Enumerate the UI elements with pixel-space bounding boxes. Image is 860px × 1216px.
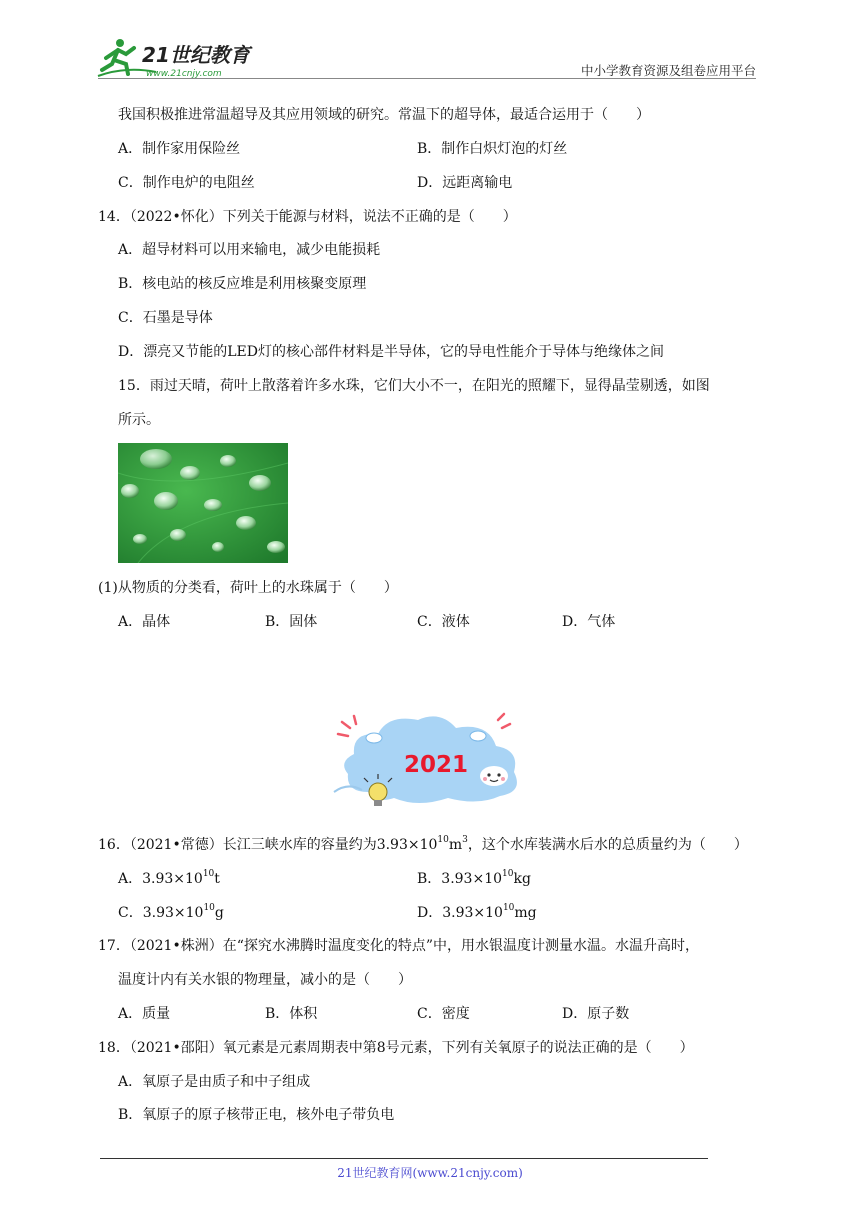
year-cloud-badge	[328, 712, 530, 812]
q13-option-b: B．制作白炽灯泡的灯丝	[417, 141, 568, 157]
q17-option-c: C．密度	[417, 1006, 470, 1022]
smiley-cloud-icon	[480, 766, 508, 786]
q14-option-a: A．超导材料可以用来输电，减少电能损耗	[118, 242, 381, 258]
q15-option-d: D．气体	[562, 614, 616, 630]
q18-option-b: B．氧原子的原子核带正电，核外电子带负电	[118, 1107, 395, 1123]
q17-option-a: A．质量	[118, 1006, 171, 1022]
q13-stem: 我国积极推进常温超导及其应用领域的研究。常温下的超导体，最适合运用于（ ）	[118, 107, 650, 123]
q13-option-c: C．制作电炉的电阻丝	[118, 175, 255, 191]
q15-stem-line1: 15．雨过天晴，荷叶上散落着许多水珠，它们大小不一，在阳光的照耀下，显得晶莹剔透，如图	[118, 378, 710, 394]
q14-stem: 14．（2022•怀化）下列关于能源与材料，说法不正确的是（ ）	[98, 209, 517, 225]
header-divider	[98, 78, 756, 79]
q14-option-c: C．石墨是导体	[118, 310, 213, 326]
logo-url: www.21cnjy.com	[146, 69, 222, 79]
q16-stem: 16．（2021•常德）长江三峡水库的容量约为$3.93\times 10^{10}m^3$，这个水库装满水后水的总质量约为（ ）	[98, 835, 748, 853]
year-label: 2021	[403, 752, 469, 778]
q14-option-b: B．核电站的核反应堆是利用核聚变原理	[118, 276, 367, 292]
q17-stem-line2: 温度计内有关水银的物理量，减小的是（ ）	[118, 972, 412, 988]
q16-option-c: C．$3.93\times 10^{10}g$	[118, 903, 224, 921]
q17-stem-line1: 17．（2021•株洲）在“探究水沸腾时温度变化的特点”中，用水银温度计测量水温。水温升高时，	[98, 938, 700, 954]
q13-option-d: D．远距离输电	[417, 175, 513, 191]
q16-option-d: D．$3.93\times 10^{10}mg$	[417, 903, 537, 921]
footer-divider	[100, 1158, 708, 1159]
q16-option-b: B．$3.93\times 10^{10}kg$	[417, 869, 531, 887]
site-logo	[96, 36, 261, 80]
q17-option-d: D．原子数	[562, 1006, 630, 1022]
q15-option-c: C．液体	[417, 614, 470, 630]
q18-option-a: A．氧原子是由质子和中子组成	[118, 1074, 311, 1090]
platform-label: 中小学教育资源及组卷应用平台	[580, 63, 756, 78]
footer-link[interactable]: 21世纪教育网(www.21cnjy.com)	[337, 1166, 523, 1180]
q17-option-b: B．体积	[265, 1006, 318, 1022]
q16-option-a: A．$3.93\times 10^{10}t$	[118, 869, 220, 887]
lotus-leaf-water-drops-image	[118, 443, 288, 563]
q15-option-b: B．固体	[265, 614, 318, 630]
q14-option-d: D．漂亮又节能的LED灯的核心部件材料是半导体，它的导电性能介于导体与绝缘体之间	[118, 344, 664, 360]
q18-stem: 18．（2021•邵阳）氧元素是元素周期表中第8号元素，下列有关氧原子的说法正确的是（ ）	[98, 1040, 694, 1056]
q15-option-a: A．晶体	[118, 614, 171, 630]
q15-sub1-stem: (1)从物质的分类看，荷叶上的水珠属于（ ）	[98, 580, 398, 596]
q13-option-a: A．制作家用保险丝	[118, 141, 241, 157]
logo-text: 21世纪教育	[142, 43, 250, 67]
q15-stem-line2: 所示。	[118, 412, 160, 428]
